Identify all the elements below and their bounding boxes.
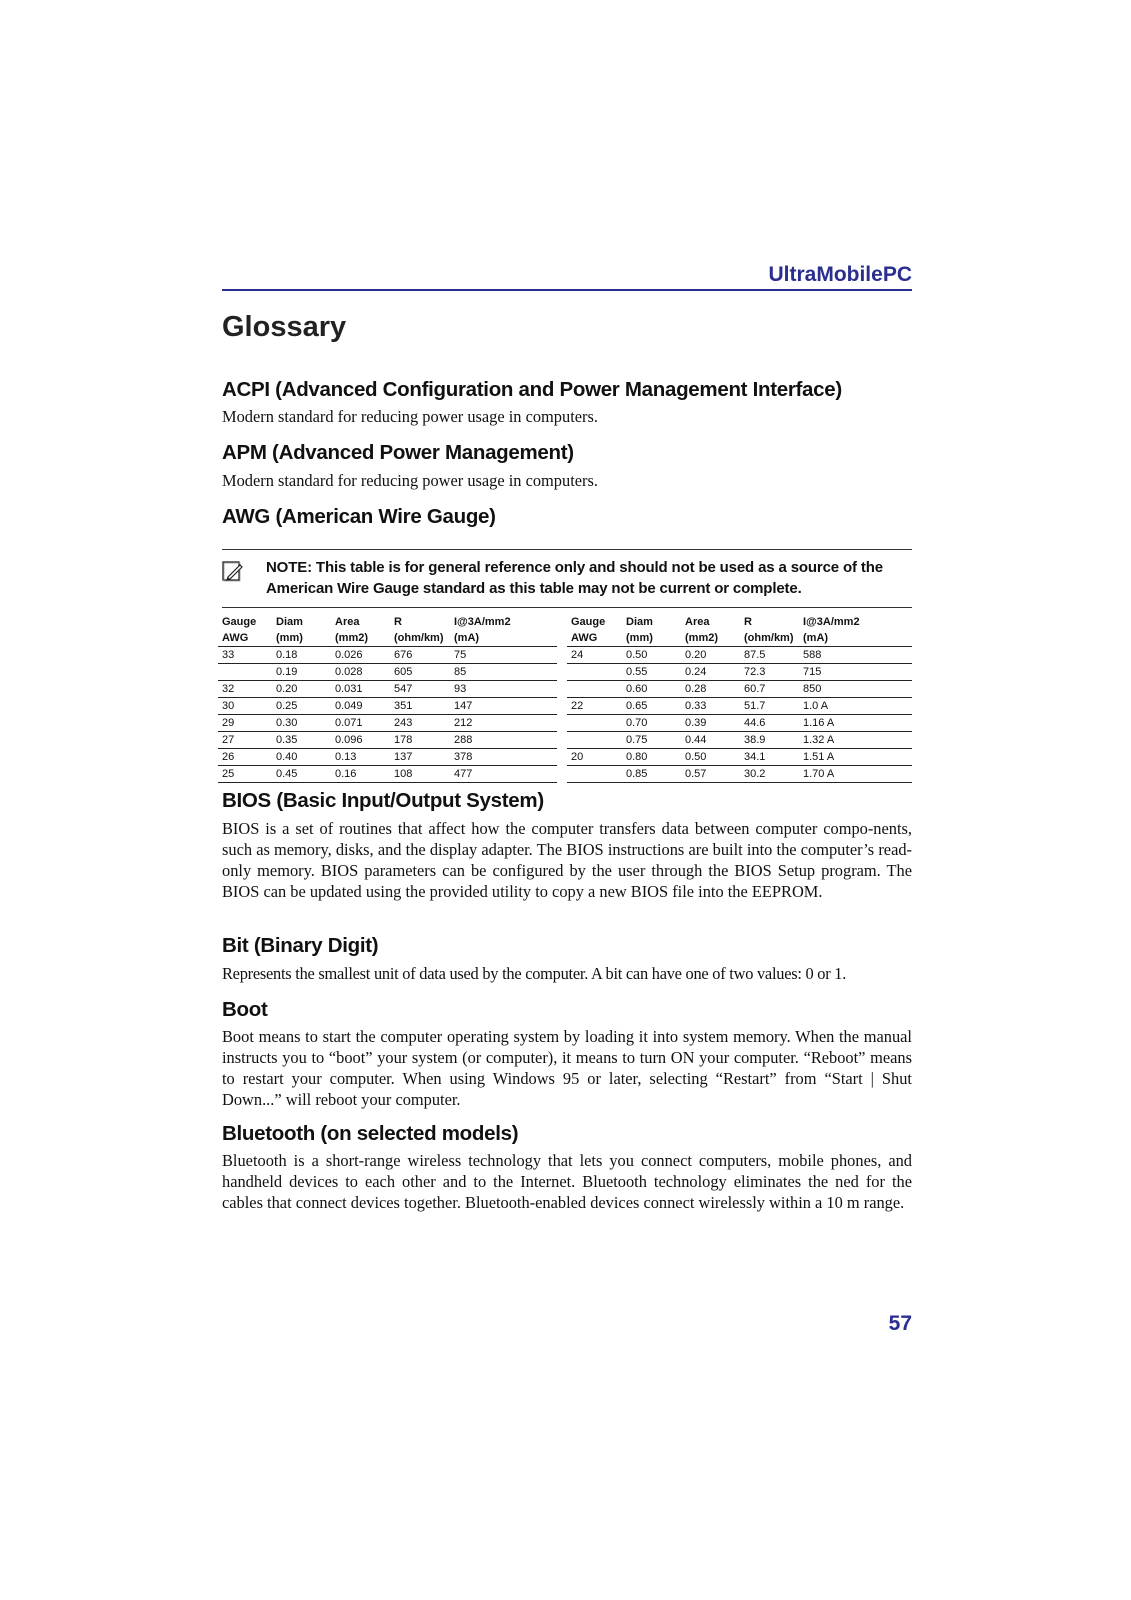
column-subheader: (mm2)	[335, 631, 369, 644]
awg-table-left	[218, 614, 557, 783]
column-header: Diam	[276, 616, 303, 628]
table-row	[218, 715, 557, 732]
table-cell: 0.44	[681, 732, 740, 749]
table-cell: 26	[218, 749, 272, 766]
column-subheader: (ohm/km)	[394, 631, 444, 644]
table-cell: 0.39	[681, 715, 740, 732]
table-cell: 0.55	[622, 664, 681, 681]
definition-boot: Boot means to start the computer operating system by loading it into system memory. When the manual instructs you to “boot” your system (or computer), it means to turn ON your computer. “Reboot” means to restart your computer. When using Windows 95 or later, selecting “Restart” from “Start | Shut Down...” will reboot your computer.	[222, 1027, 912, 1109]
note-pencil-icon	[222, 560, 244, 582]
table-row	[218, 732, 557, 749]
table-cell: 588	[799, 647, 912, 664]
table-cell: 1.0 A	[799, 698, 912, 715]
table-cell: 72.3	[740, 664, 799, 681]
table-cell: 33	[218, 647, 272, 664]
table-cell	[567, 681, 622, 698]
table-cell: 0.28	[681, 681, 740, 698]
table-cell: 0.24	[681, 664, 740, 681]
table-cell: 0.70	[622, 715, 681, 732]
table-cell: 24	[567, 647, 622, 664]
table-cell	[567, 664, 622, 681]
column-header: I@3A/mm2	[803, 616, 860, 628]
table-cell: 0.20	[272, 681, 331, 698]
column-subheader: (mm2)	[685, 631, 719, 644]
table-cell: 30	[218, 698, 272, 715]
table-cell: 34.1	[740, 749, 799, 766]
table-cell: 0.18	[272, 647, 331, 664]
table-cell: 0.60	[622, 681, 681, 698]
table-cell: 850	[799, 681, 912, 698]
note-text: NOTE: This table is for general reference only and should not be used as a source of the American Wire Gauge standard as this table may not be current or complete.	[266, 559, 883, 597]
table-cell: 0.049	[331, 698, 390, 715]
column-header: Area	[335, 616, 360, 628]
table-cell: 25	[218, 766, 272, 783]
table-cell: 0.75	[622, 732, 681, 749]
table-row	[567, 664, 912, 681]
table-cell: 1.16 A	[799, 715, 912, 732]
table-cell: 477	[450, 766, 557, 783]
term-bit: Bit (Binary Digit)	[222, 934, 379, 957]
table-row	[567, 715, 912, 732]
term-bluetooth: Bluetooth (on selected models)	[222, 1122, 519, 1145]
page-title: Glossary	[222, 311, 347, 343]
table-cell: 1.32 A	[799, 732, 912, 749]
table-cell: 0.20	[681, 647, 740, 664]
table-cell: 605	[390, 664, 450, 681]
table-cell: 0.30	[272, 715, 331, 732]
table-cell: 0.028	[331, 664, 390, 681]
table-cell: 0.35	[272, 732, 331, 749]
column-subheader: (mA)	[454, 631, 480, 644]
table-cell: 0.57	[681, 766, 740, 783]
column-header: I@3A/mm2	[454, 616, 511, 628]
table-cell	[567, 715, 622, 732]
table-cell: 147	[450, 698, 557, 715]
table-cell: 0.25	[272, 698, 331, 715]
page-number: 57	[888, 1312, 912, 1335]
table-cell: 0.096	[331, 732, 390, 749]
definition-bluetooth: Bluetooth is a short-range wireless technology that lets you connect computers, mobile phones, and handheld devices to each other and to the Internet. Bluetooth technology eliminates the ned for the cables that connect devices together. Bluetooth-enabled devices connect wirelessly within a 10 m range.	[222, 1151, 912, 1212]
table-row	[218, 647, 557, 664]
table-cell: 29	[218, 715, 272, 732]
term-boot: Boot	[222, 998, 268, 1021]
table-cell: 60.7	[740, 681, 799, 698]
table-cell: 27	[218, 732, 272, 749]
column-subheader: AWG	[571, 631, 598, 644]
column-header: R	[744, 616, 752, 628]
table-row	[218, 664, 557, 681]
table-cell: 1.70 A	[799, 766, 912, 783]
table-cell: 243	[390, 715, 450, 732]
table-cell: 85	[450, 664, 557, 681]
term-bios: BIOS (Basic Input/Output System)	[222, 789, 544, 812]
table-cell: 108	[390, 766, 450, 783]
table-cell: 0.50	[681, 749, 740, 766]
column-subheader: (ohm/km)	[744, 631, 794, 644]
column-subheader: (mA)	[803, 631, 829, 644]
table-header-row	[567, 614, 912, 630]
table-cell: 0.33	[681, 698, 740, 715]
table-subheader-row	[218, 630, 557, 647]
table-cell: 0.19	[272, 664, 331, 681]
column-header: Diam	[626, 616, 653, 628]
column-header: Gauge	[222, 616, 257, 628]
table-row	[218, 766, 557, 783]
table-cell: 137	[390, 749, 450, 766]
column-header: Area	[685, 616, 710, 628]
column-header: Gauge	[571, 616, 606, 628]
table-cell: 288	[450, 732, 557, 749]
table-cell	[218, 664, 272, 681]
table-cell	[567, 766, 622, 783]
table-cell: 0.16	[331, 766, 390, 783]
table-cell: 378	[450, 749, 557, 766]
header-rule	[222, 289, 912, 291]
table-cell: 0.071	[331, 715, 390, 732]
definition-apm: Modern standard for reducing power usage in computers.	[222, 471, 598, 490]
definition-bios: BIOS is a set of routines that affect how the computer transfers data between computer compo-nents, such as memory, disks, and the display adapter. The BIOS instructions are built into the computer’s read-only memory. BIOS parameters can be configured by the user through the BIOS Setup program. The BIOS can be updated using the provided utility to copy a new BIOS file into the EEPROM.	[222, 819, 912, 901]
term-awg: AWG (American Wire Gauge)	[222, 505, 496, 528]
term-acpi: ACPI (Advanced Configuration and Power Management Interface)	[222, 378, 842, 401]
awg-table-right	[567, 614, 912, 783]
table-cell: 0.026	[331, 647, 390, 664]
table-cell: 0.80	[622, 749, 681, 766]
table-cell: 1.51 A	[799, 749, 912, 766]
table-row	[567, 698, 912, 715]
table-cell: 547	[390, 681, 450, 698]
table-cell: 0.50	[622, 647, 681, 664]
table-cell: 38.9	[740, 732, 799, 749]
table-cell: 44.6	[740, 715, 799, 732]
term-apm: APM (Advanced Power Management)	[222, 441, 574, 464]
table-cell: 0.031	[331, 681, 390, 698]
table-cell: 0.45	[272, 766, 331, 783]
column-subheader: (mm)	[276, 631, 303, 644]
table-row	[567, 681, 912, 698]
table-header-row	[218, 614, 557, 630]
column-subheader: (mm)	[626, 631, 653, 644]
table-cell: 178	[390, 732, 450, 749]
table-cell: 0.85	[622, 766, 681, 783]
table-cell: 676	[390, 647, 450, 664]
table-row	[218, 749, 557, 766]
table-cell: 22	[567, 698, 622, 715]
table-cell: 351	[390, 698, 450, 715]
definition-bit: Represents the smallest unit of data used by the computer. A bit can have one of two values: 0 or 1.	[222, 964, 847, 983]
table-subheader-row	[567, 630, 912, 647]
note-box	[222, 549, 912, 608]
column-header: R	[394, 616, 402, 628]
table-cell	[567, 732, 622, 749]
table-cell: 87.5	[740, 647, 799, 664]
table-cell: 0.13	[331, 749, 390, 766]
table-cell: 51.7	[740, 698, 799, 715]
table-cell: 20	[567, 749, 622, 766]
table-row	[218, 698, 557, 715]
table-cell: 75	[450, 647, 557, 664]
table-cell: 93	[450, 681, 557, 698]
table-cell: 0.40	[272, 749, 331, 766]
definition-acpi: Modern standard for reducing power usage in computers.	[222, 407, 598, 426]
table-row	[567, 749, 912, 766]
table-row	[567, 766, 912, 783]
table-cell: 212	[450, 715, 557, 732]
table-cell: 32	[218, 681, 272, 698]
table-row	[567, 732, 912, 749]
column-subheader: AWG	[222, 631, 249, 644]
table-row	[567, 647, 912, 664]
table-cell: 715	[799, 664, 912, 681]
table-row	[218, 681, 557, 698]
table-cell: 0.65	[622, 698, 681, 715]
table-cell: 30.2	[740, 766, 799, 783]
running-header-title: UltraMobilePC	[768, 263, 912, 286]
